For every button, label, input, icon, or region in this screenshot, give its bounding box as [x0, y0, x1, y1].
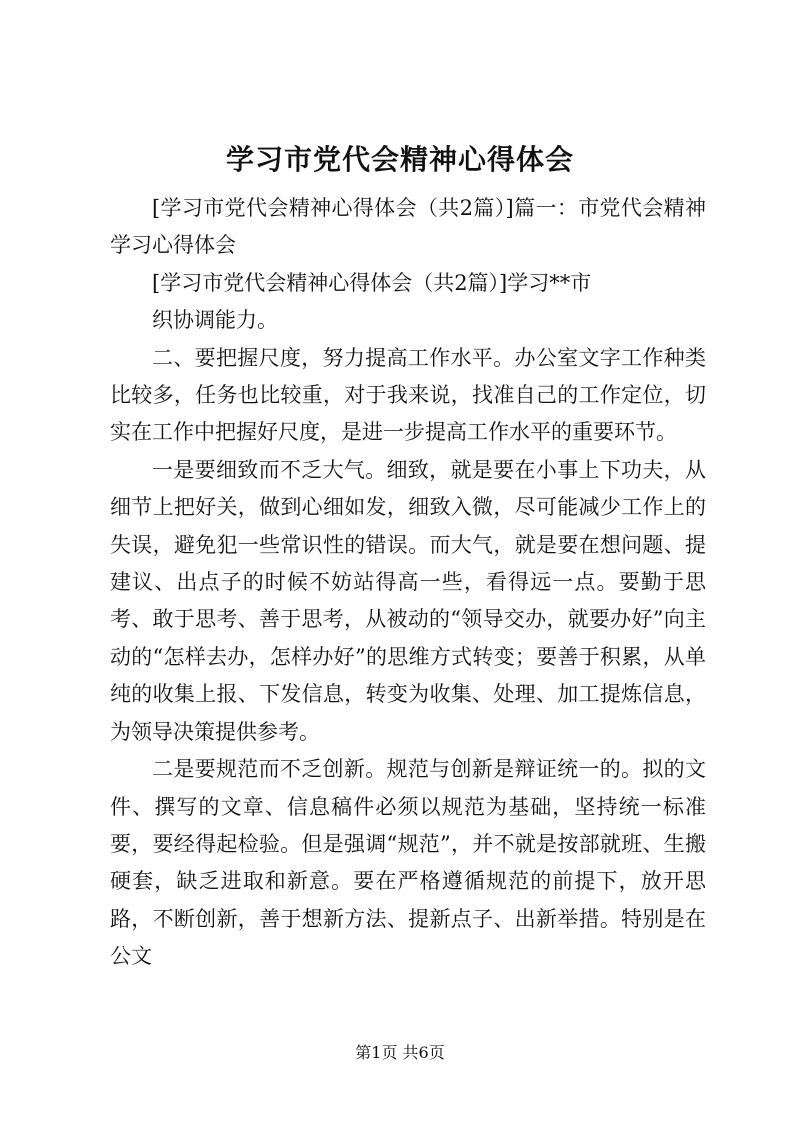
document-body	[110, 190, 706, 976]
document-title: 学习市党代会精神心得体会	[225, 143, 574, 176]
paragraph: 一是要细致而不乏大气。细致，就是要在小事上下功夫，从细节上把好关，做到心细如发，细致入微，尽可能减少工作上的失误，避免犯一些常识性的错误。而大气，就是要在想问题、提建议、出点子的时候不妨站得高一些，看得远一点。要勤于思考、敢于思考、善于思考，从被动的“领导交办，就要办好”向主动的“怎样去办，怎样办好”的思维方式转变；要善于积累，从单纯的收集上报、下发信息，转变为收集、处理、加工提炼信息，为领导决策提供参考。	[110, 457, 706, 744]
paragraph: 二、要把握尺度，努力提高工作水平。办公室文字工作种类比较多，任务也比较重，对于我来说，找准自己的工作定位，切实在工作中把握好尺度，是进一步提高工作水平的重要环节。	[110, 345, 706, 445]
paragraph: [学习市党代会精神心得体会（共2篇）]学习**市	[152, 270, 592, 295]
paragraph: 织协调能力。	[152, 308, 278, 333]
paragraph: 二是要规范而不乏创新。规范与创新是辩证统一的。拟的文件、撰写的文章、信息稿件必须以规范为基础，坚持统一标准要，要经得起检验。但是强调“规范”，并不就是按部就班、生搬硬套，缺乏进取和新意。要在严格遵循规范的前提下，放开思路，不断创新，善于想新方法、提新点子、出新举措。特别是在公文	[110, 757, 706, 969]
paragraph: [学习市党代会精神心得体会（共2篇）]篇一：市党代会精神学习心得体会	[110, 196, 706, 258]
page-footer: 第1页 共6页	[355, 1043, 445, 1062]
